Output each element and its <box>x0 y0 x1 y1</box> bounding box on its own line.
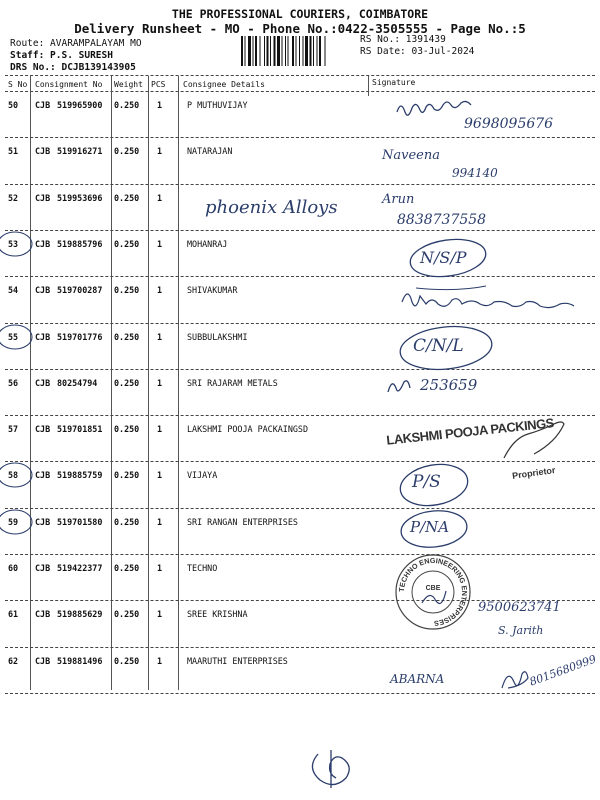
mark-handwritten-r53: N/S/P <box>420 248 467 267</box>
row-weight: 0.250 <box>114 331 140 342</box>
header-bottom-rule <box>5 91 595 92</box>
row-consignee: SREE KRISHNA <box>187 609 248 620</box>
column-divider <box>148 76 149 690</box>
column-divider <box>30 76 31 690</box>
company-title: THE PROFESSIONAL COURIERS, COIMBATORE <box>171 7 429 21</box>
row-consignment-prefix: CJB <box>35 470 51 481</box>
name-handwritten-r52: Arun <box>382 192 415 207</box>
col-pcs-header: PCS <box>151 80 166 89</box>
col-weight-header: Weight <box>114 80 143 89</box>
row-separator <box>5 276 595 277</box>
company-handwritten-r52: phoenix Alloys <box>205 197 338 218</box>
signature-scribble-r62 <box>498 664 532 694</box>
phone-handwritten-r61: 9500623741 <box>478 600 561 615</box>
row-weight: 0.250 <box>114 609 140 620</box>
col-consignment-header: Consignment No <box>35 80 103 89</box>
row-separator <box>5 230 595 231</box>
column-divider <box>178 76 179 690</box>
row-weight: 0.250 <box>114 563 140 573</box>
row-separator <box>5 415 595 416</box>
row-sno: 55 <box>8 331 19 342</box>
bottom-initial-scribble <box>306 746 356 792</box>
row-weight: 0.250 <box>114 100 140 110</box>
row-consignment-prefix: CJB <box>35 377 51 388</box>
column-divider <box>368 76 369 96</box>
row-consignment-number: 519701851 <box>57 424 103 435</box>
row-consignee: MOHANRAJ <box>187 238 228 249</box>
row-consignment-prefix: CJB <box>35 331 51 342</box>
row-pcs: 1 <box>157 609 163 620</box>
row-separator <box>5 508 595 509</box>
row-separator <box>5 369 595 370</box>
row-consignment-number: 519701580 <box>57 516 103 527</box>
lakshmi-stamp-text: LAKSHMI POOJA PACKINGS <box>385 415 555 448</box>
signature-handwritten-r61: S. Jarith <box>498 624 544 637</box>
row-consignment-prefix: CJB <box>35 609 51 620</box>
row-separator <box>5 137 595 138</box>
row-sno: 59 <box>8 516 19 527</box>
row-weight: 0.250 <box>114 655 140 666</box>
row-consignee: SRI RANGAN ENTERPRISES <box>187 516 298 527</box>
col-consignee-header: Consignee Details <box>183 80 265 89</box>
serial-circle-mark <box>0 322 34 352</box>
phone-handwritten-r62: 8015680999 <box>527 652 599 689</box>
row-sno: 52 <box>8 192 19 203</box>
proprietor-stamp-text: Proprietor <box>511 465 556 481</box>
runsheet-title: Delivery Runsheet - MO - Phone No.:0422-3505555 - Page No.:5 <box>74 21 526 36</box>
col-sno-header: S No <box>8 80 28 89</box>
row-sno: 57 <box>8 424 19 435</box>
row-consignment-number: 80254794 <box>57 377 98 388</box>
row-weight: 0.250 <box>114 285 140 296</box>
row-consignment-prefix: CJB <box>35 424 51 435</box>
row-weight: 0.250 <box>114 146 140 157</box>
row-consignee: MAARUTHI ENTERPRISES <box>187 655 288 666</box>
row-pcs: 1 <box>157 331 163 342</box>
row-pcs: 1 <box>157 516 163 527</box>
row-consignment-prefix: CJB <box>35 238 51 249</box>
svg-text:TECHNO ENGINEERING ENTERPRISES <box>397 556 469 628</box>
serial-circle-mark <box>0 507 34 537</box>
row-consignment-prefix: CJB <box>35 192 51 203</box>
row-separator <box>5 647 595 648</box>
row-consignment-number: 519965900 <box>57 100 103 110</box>
row-consignee: TECHNO <box>187 563 218 573</box>
row-pcs: 1 <box>157 563 163 573</box>
row-consignee: SHIVAKUMAR <box>187 285 238 296</box>
row-pcs: 1 <box>157 377 163 388</box>
row-pcs: 1 <box>157 146 163 157</box>
name-handwritten-r51: Naveena <box>382 148 440 163</box>
row-weight: 0.250 <box>114 192 140 203</box>
column-divider <box>111 76 112 690</box>
row-consignment-prefix: CJB <box>35 285 51 296</box>
row-sno: 56 <box>8 377 19 388</box>
row-pcs: 1 <box>157 238 163 249</box>
row-sno: 53 <box>8 238 19 249</box>
techno-seal-ring-text: TECHNO ENGINEERING ENTERPRISES <box>396 555 470 629</box>
row-weight: 0.250 <box>114 470 140 481</box>
row-sno: 61 <box>8 609 19 620</box>
col-signature-header: Signature <box>372 78 416 87</box>
row-weight: 0.250 <box>114 516 140 527</box>
row-consignee: SRI RAJARAM METALS <box>187 377 278 388</box>
techno-seal <box>394 553 472 631</box>
row-pcs: 1 <box>157 655 163 666</box>
row-consignment-prefix: CJB <box>35 146 51 157</box>
phone-handwritten-r50: 9698095676 <box>464 116 554 132</box>
row-consignee: VIJAYA <box>187 470 218 481</box>
row-weight: 0.250 <box>114 238 140 249</box>
row-sno: 54 <box>8 285 19 296</box>
row-consignment-number: 519953696 <box>57 192 103 203</box>
row-sno: 62 <box>8 655 19 666</box>
proprietor-signature <box>500 418 570 468</box>
mark-handwritten-r59: P/NA <box>410 518 450 536</box>
row-pcs: 1 <box>157 285 163 296</box>
serial-circle-mark <box>0 229 34 259</box>
row-consignment-number: 519701776 <box>57 331 103 342</box>
row-consignee: NATARAJAN <box>187 146 233 157</box>
rs-number: RS No.: 1391439 <box>360 34 446 45</box>
row-consignment-prefix: CJB <box>35 516 51 527</box>
row-sno: 58 <box>8 470 19 481</box>
name-handwritten-r62: ABARNA <box>390 672 445 686</box>
techno-seal-city: CBE <box>425 585 441 592</box>
mark-handwritten-r58: P/S <box>412 472 441 492</box>
signature-scribble-r54 <box>398 284 588 316</box>
row-consignment-number: 519700287 <box>57 285 103 296</box>
row-pcs: 1 <box>157 100 163 110</box>
header-top-rule <box>5 75 595 76</box>
row-consignment-number: 519885759 <box>57 470 103 481</box>
row-sno: 60 <box>8 563 19 573</box>
row-weight: 0.250 <box>114 377 140 388</box>
rs-date: RS Date: 03-Jul-2024 <box>360 46 475 57</box>
initial-scribble-r56 <box>384 374 414 398</box>
row-sno: 50 <box>8 100 19 110</box>
phone-handwritten-r52: 8838737558 <box>397 212 487 228</box>
row-separator <box>5 323 595 324</box>
row-pcs: 1 <box>157 470 163 481</box>
row-pcs: 1 <box>157 424 163 435</box>
row-separator <box>5 184 595 185</box>
number-handwritten-r56: 253659 <box>420 376 478 394</box>
row-consignee: SUBBULAKSHMI <box>187 331 248 342</box>
row-consignee: P MUTHUVIJAY <box>187 100 248 110</box>
row-consignment-prefix: CJB <box>35 655 51 666</box>
route-label: Route: AVARAMPALAYAM MO <box>10 38 142 49</box>
row-consignment-prefix: CJB <box>35 563 51 573</box>
barcode-image <box>240 36 352 66</box>
row-consignment-number: 519885796 <box>57 238 103 249</box>
row-consignment-number: 519881496 <box>57 655 103 666</box>
row-separator <box>5 554 595 555</box>
row-pcs: 1 <box>157 192 163 203</box>
row-consignment-number: 519422377 <box>57 563 103 573</box>
row-consignment-prefix: CJB <box>35 100 51 110</box>
row-weight: 0.250 <box>114 424 140 435</box>
row-consignee: LAKSHMI POOJA PACKAINGSD <box>187 424 309 435</box>
mark-handwritten-r55: C/N/L <box>413 336 464 356</box>
phone-handwritten-r51: 994140 <box>452 166 498 180</box>
row-sno: 51 <box>8 146 19 157</box>
row-consignment-number: 519916271 <box>57 146 103 157</box>
serial-circle-mark <box>0 460 34 490</box>
drs-number: DRS No.: DCJB139143905 <box>10 62 136 73</box>
staff-label: Staff: P.S. SURESH <box>10 50 113 61</box>
row-consignment-number: 519885629 <box>57 609 103 620</box>
